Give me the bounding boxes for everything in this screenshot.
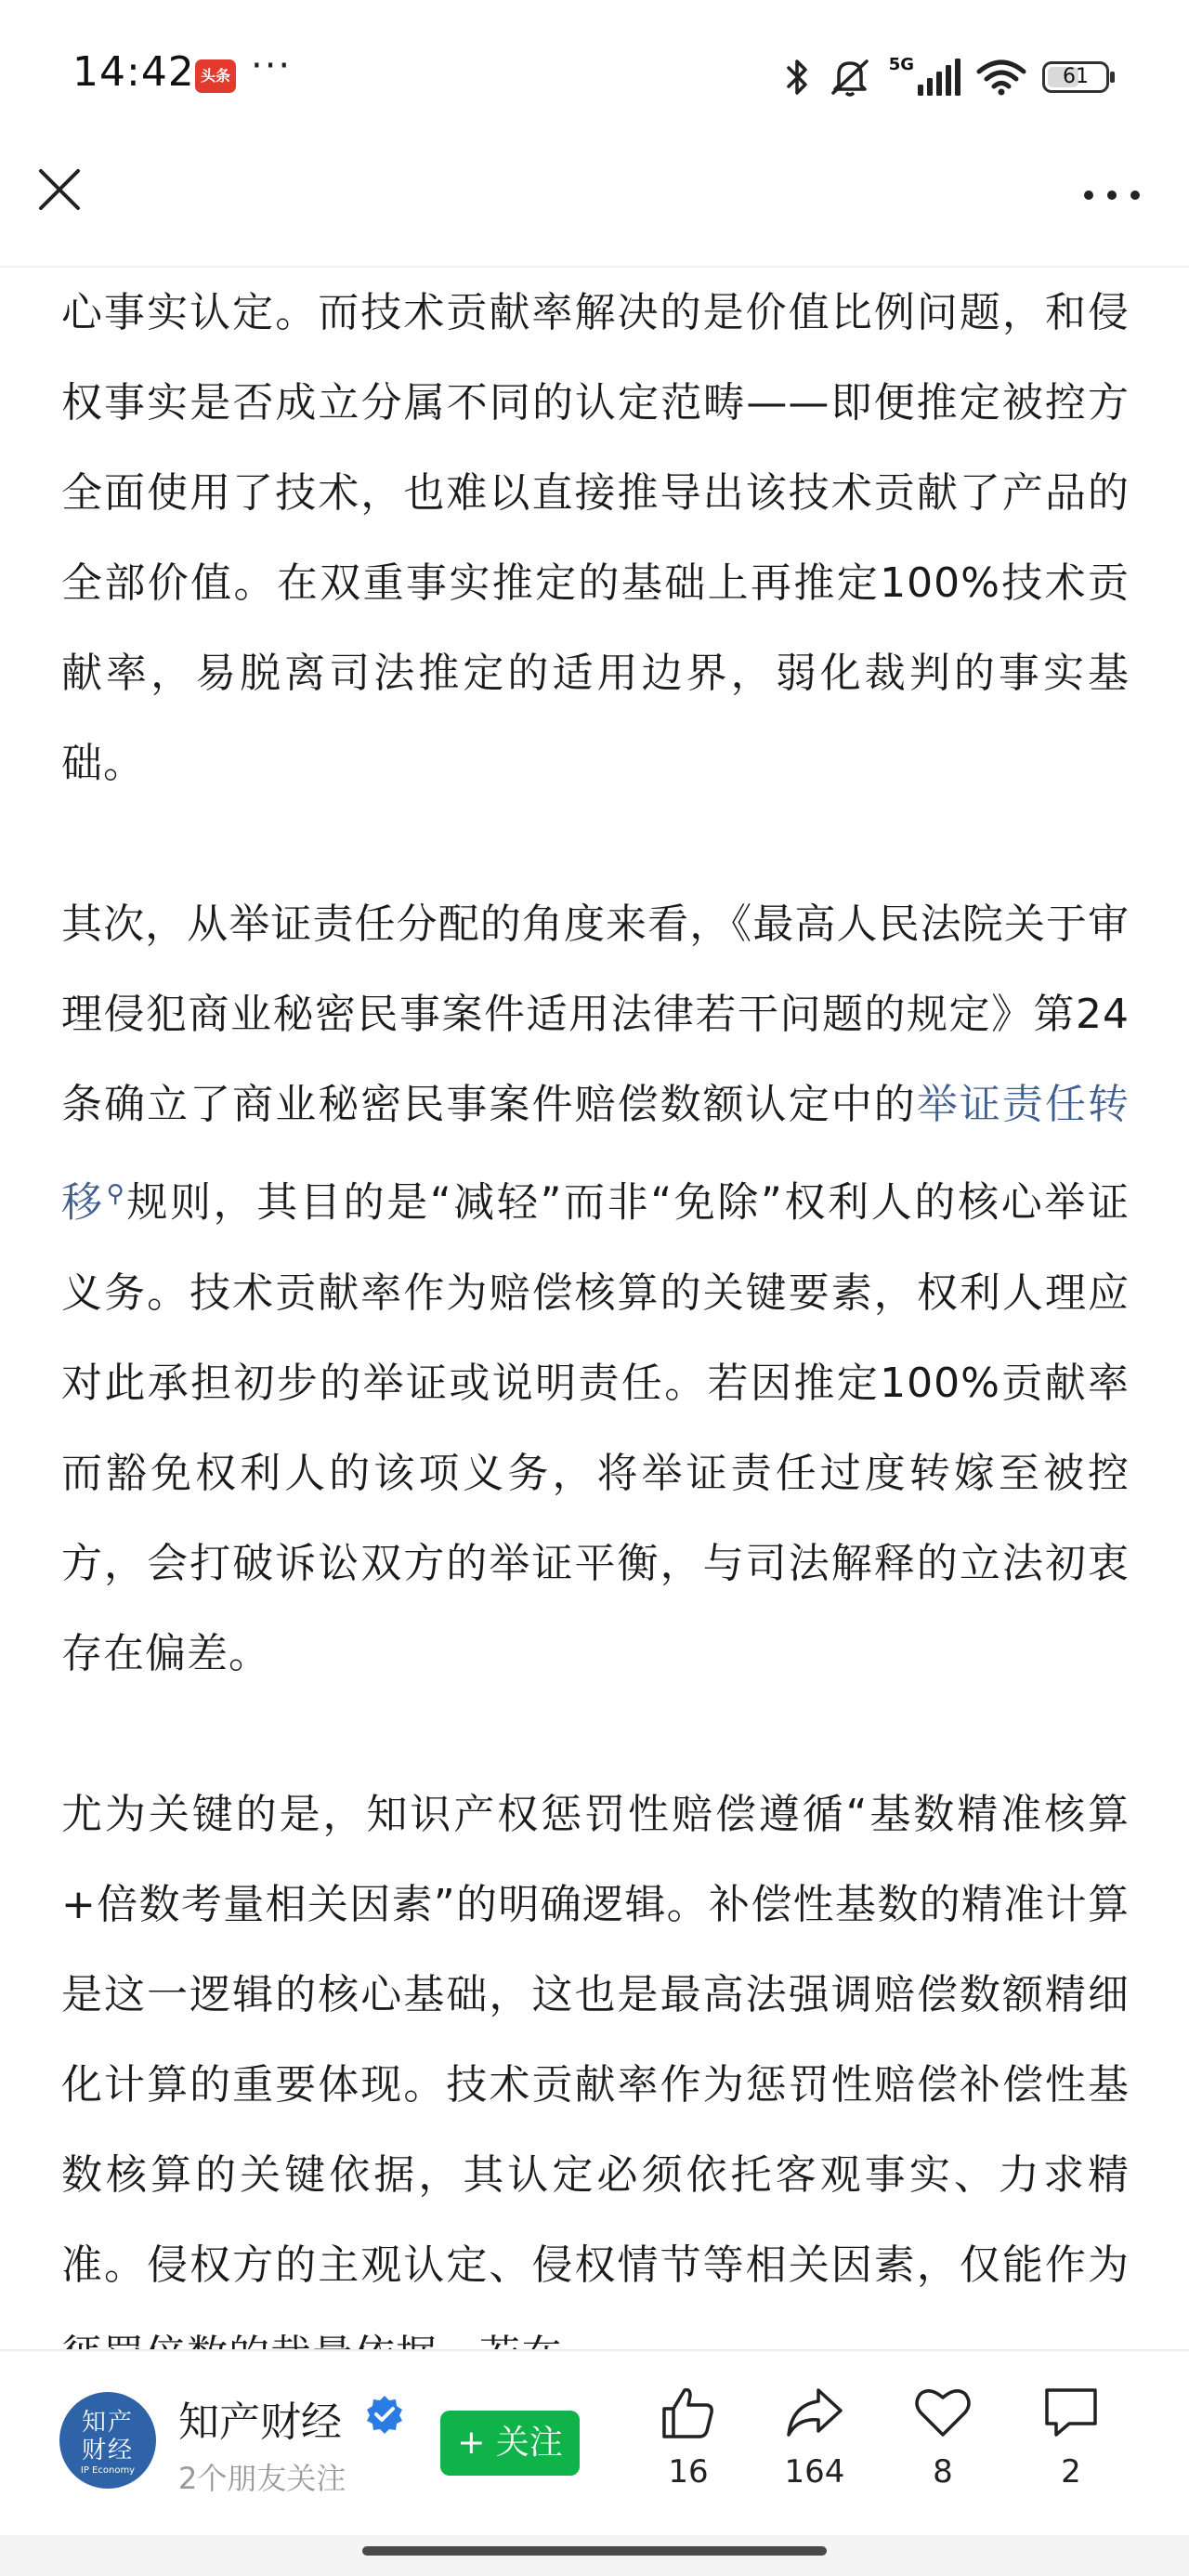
paragraph-text: 其次，从举证责任分配的角度来看，《最高人民法院关于审理侵犯商业秘密民事案件适用法律若干问题的规定》第24条确立了商业秘密民事案件赔偿数额认定中的 [61, 900, 1130, 1128]
article-body [61, 268, 1130, 2349]
wifi-icon [977, 59, 1026, 96]
status-time: 14:42 [72, 48, 195, 96]
close-icon [33, 164, 85, 216]
share-count: 164 [784, 2453, 845, 2491]
verified-badge-icon [364, 2394, 405, 2435]
heart-icon [913, 2385, 973, 2440]
article-paragraph: 尤为关键的是，知识产权惩罚性赔偿遵循“基数精准核算+倍数考量相关因素”的明确逻辑。补偿性基数的精准计算是这一逻辑的核心基础，这也是最高法强调赔偿数额精细化计算的重要体现。技术贡献率作为惩罚性赔偿补偿性基数核算的关键依据，其认定必须依托客观事实、力求精准。侵权方的主观认定、侵权情节等相关因素，仅能作为 [61, 1790, 1130, 2289]
author-name[interactable]: 知产财经 [178, 2399, 342, 2446]
share-icon [785, 2385, 844, 2440]
avatar-logo-text: 财经 [81, 2437, 134, 2464]
notification-more-indicator: ··· [251, 45, 293, 87]
like-count: 16 [668, 2453, 709, 2491]
home-indicator[interactable] [362, 2546, 827, 2556]
comment-button[interactable] [1020, 2385, 1122, 2491]
search-icon[interactable]: ⚲ [106, 1180, 125, 1208]
status-bar [0, 0, 1189, 149]
comment-icon [1041, 2385, 1101, 2440]
avatar-logo-subtext: IP Economy [80, 2465, 136, 2476]
app-notification-icon: 头条 [195, 59, 236, 93]
battery-icon [1042, 61, 1109, 93]
more-icon [1079, 177, 1144, 214]
network-type: 5G [888, 54, 914, 74]
status-icons [785, 54, 1109, 100]
followers-text: 2个朋友关注 [178, 2461, 346, 2496]
article-paragraph [61, 879, 1130, 1699]
avatar-logo-text: 知产 [81, 2409, 134, 2437]
favorite-count: 8 [933, 2453, 953, 2491]
comment-count: 2 [1061, 2453, 1081, 2491]
close-button[interactable] [33, 164, 85, 216]
battery-label: 61 [1063, 65, 1089, 88]
author-avatar[interactable] [59, 2392, 156, 2489]
bottom-action-bar [0, 2349, 1189, 2537]
paragraph-text: 规则，其目的是“减轻”而非“免除”权利人的核心举证义务。技术贡献率作为赔偿核算的关键要素，权利人理应对此承担初步的举证或说明责任。若因推定100%贡献率而豁免权利人的该项义务，将举证责任过度转嫁至被控方，会打破诉讼双方的举证平衡，与司法解释的立法初衷存在偏差。 [61, 1178, 1130, 1677]
article-paragraph: 心事实认定。而技术贡献率解决的是价值比例问题，和侵权事实是否成立分属不同的认定范畴——即便推定被控方全面使用了技术，也难以直接推导出该技术贡献了产品的全部价值。在双重事实推定的基础上再推定100%技术贡献率，易脱离司法推定的适用边界，弱化裁判的事实基础。 [61, 289, 1130, 787]
favorite-button[interactable] [892, 2385, 994, 2491]
bluetooth-icon [785, 57, 811, 98]
signal-icon [918, 59, 960, 96]
like-button[interactable] [637, 2385, 739, 2491]
more-options-button[interactable] [1079, 177, 1144, 214]
share-button[interactable] [764, 2385, 866, 2491]
system-navigation-area [0, 2535, 1189, 2576]
follow-button[interactable]: + 关注 [440, 2411, 580, 2476]
thumbs-up-icon [659, 2385, 718, 2440]
mute-icon [828, 56, 872, 99]
keyword-link[interactable]: 举证责任转移 [61, 1081, 1130, 1227]
